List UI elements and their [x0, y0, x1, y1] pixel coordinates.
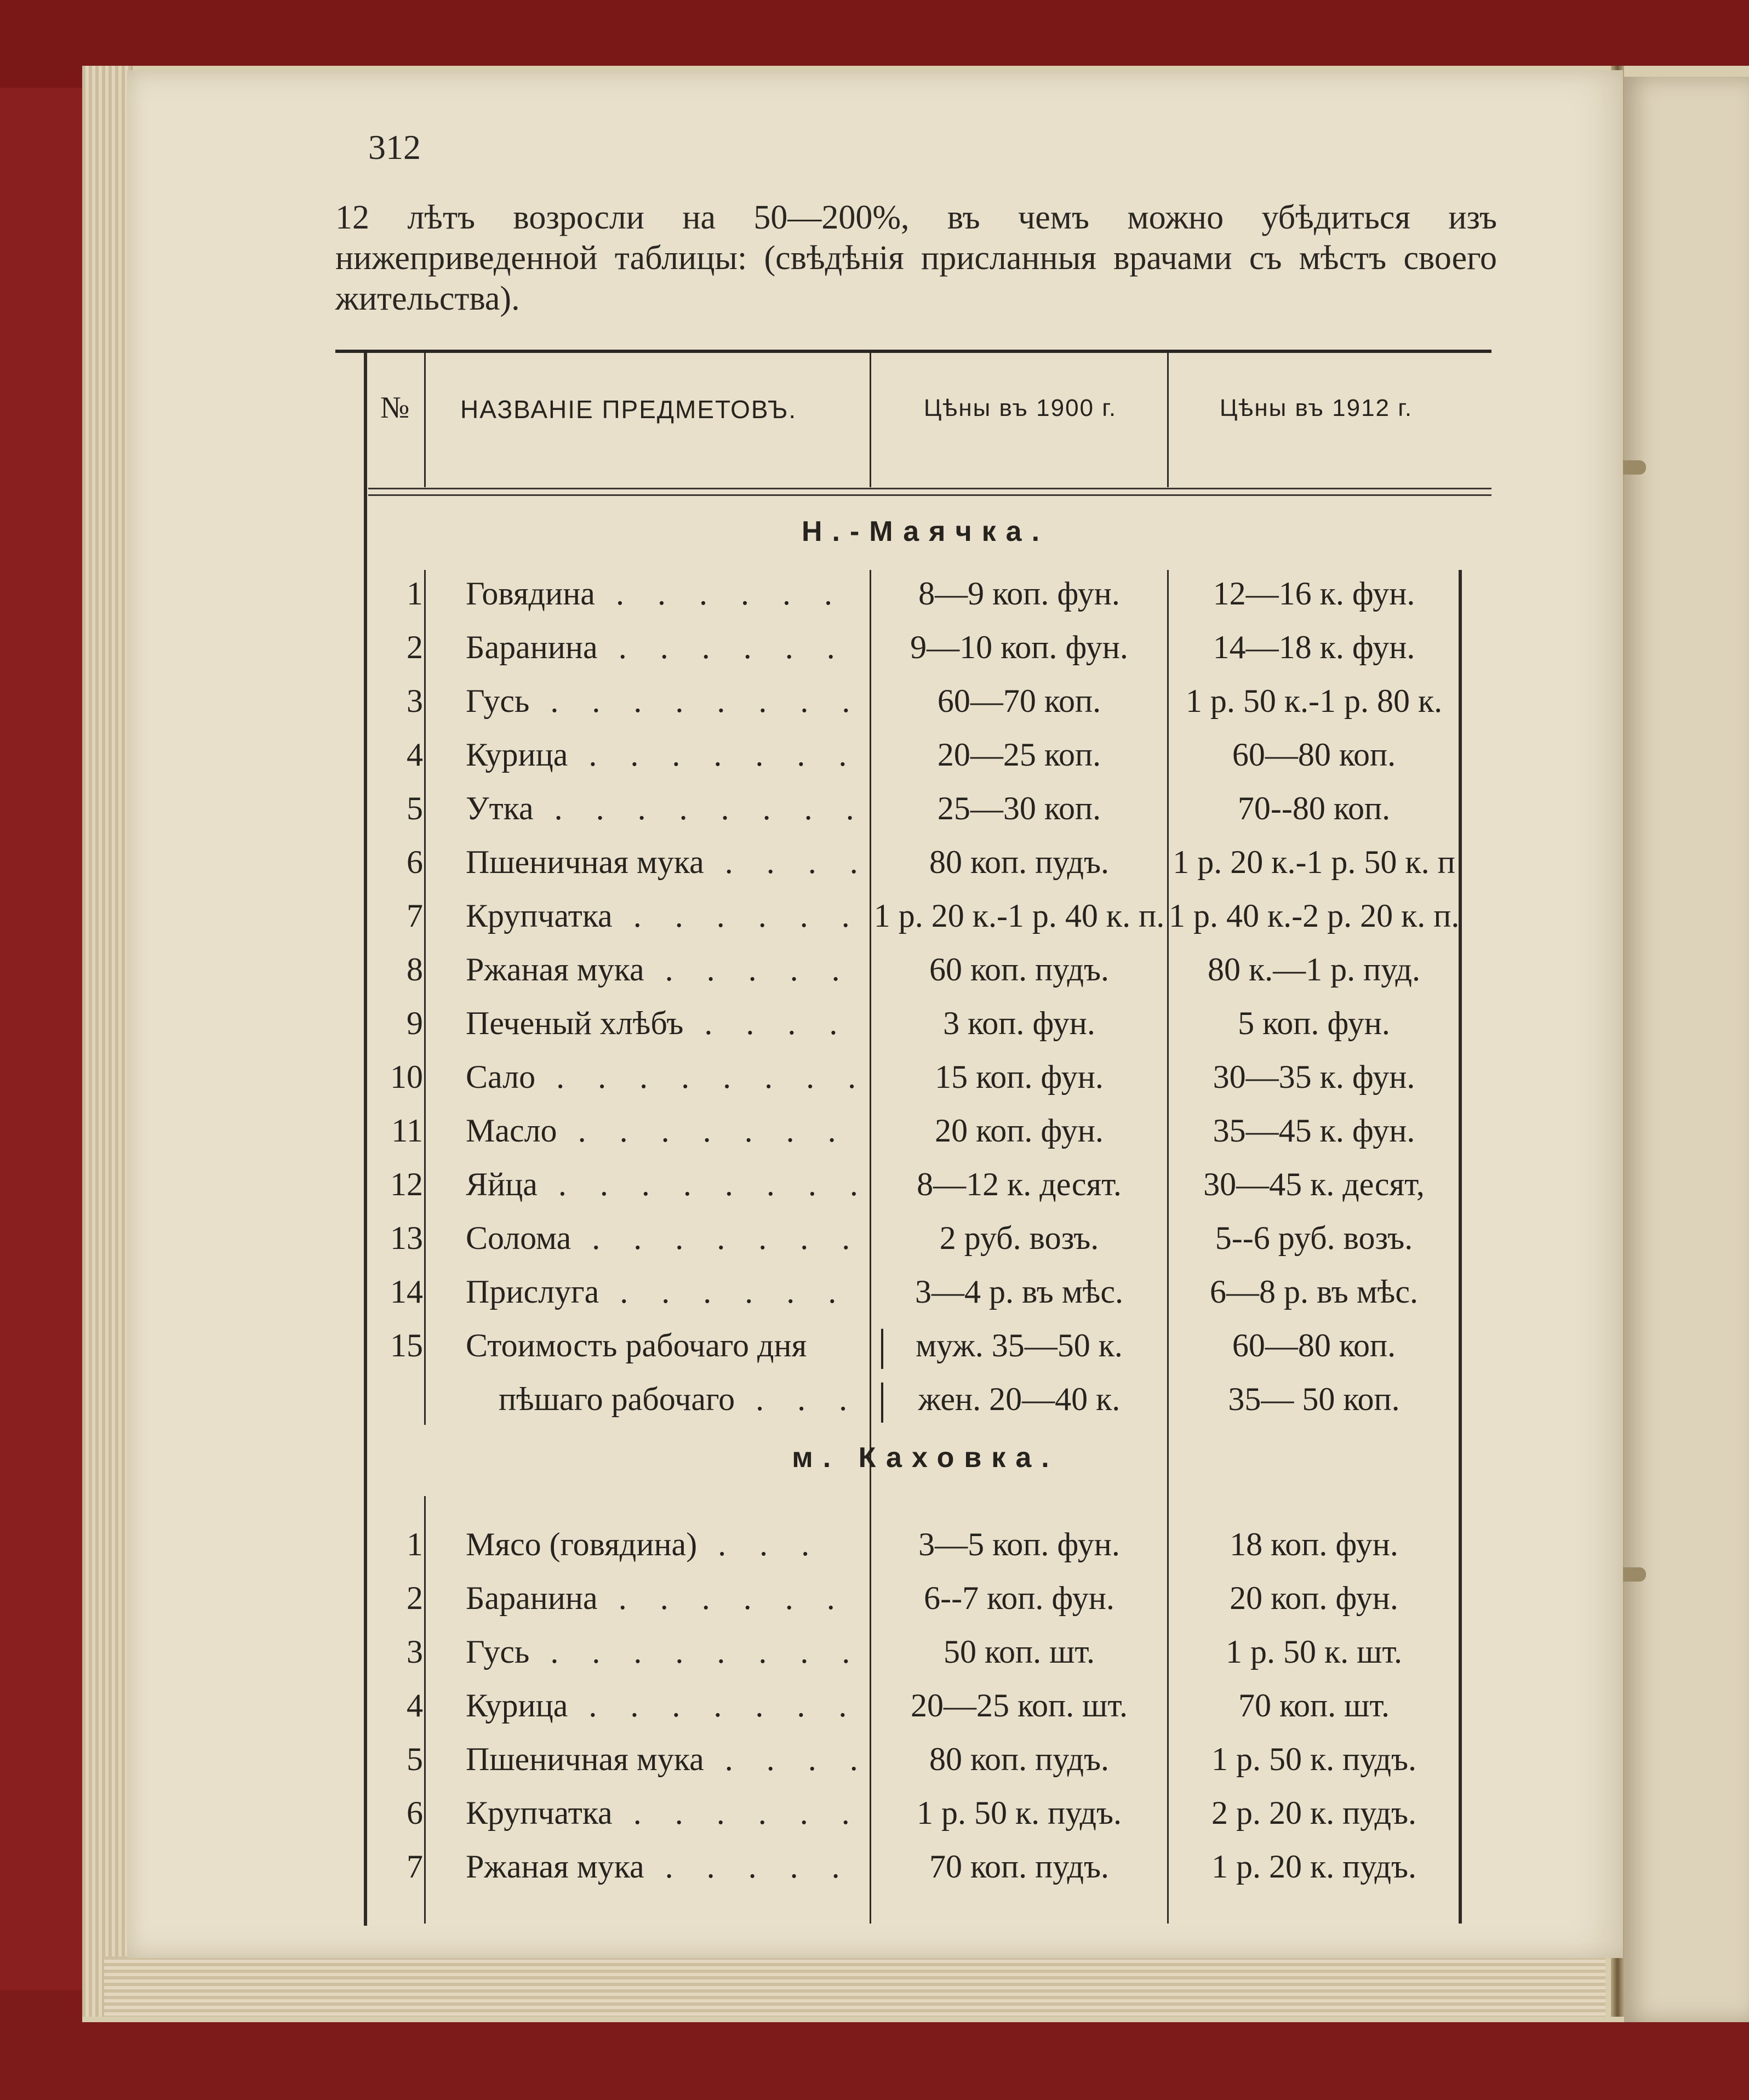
row-item-name [466, 1373, 899, 1425]
leader-dots: . . . . . . [599, 1274, 839, 1310]
item-name-text: Ржаная мука [466, 951, 644, 988]
table-row [335, 889, 1491, 942]
row-number: 12 [390, 1166, 423, 1202]
row-price-1912: 60—80 коп. [1232, 1327, 1396, 1363]
row-item-name [466, 1319, 866, 1372]
table-row [335, 1319, 1491, 1372]
item-name-text: Пшеничная мука [466, 844, 704, 880]
row-item-name [466, 889, 866, 942]
leader-dots: . . . . . . . . [529, 683, 853, 719]
row-price-1912: 30—35 к. фун. [1213, 1059, 1415, 1095]
table-row [335, 621, 1491, 674]
page-edges-bottom [104, 1956, 1605, 2017]
row-item-name [466, 997, 866, 1049]
row-price-1912: 1 р. 20 к. пудъ. [1211, 1848, 1417, 1885]
table-row [335, 1158, 1491, 1211]
row-item-name [466, 836, 866, 888]
row-number: 4 [407, 737, 423, 773]
row-price-1900: 80 коп. пудъ. [929, 1741, 1110, 1777]
leader-dots: . . . . . . . [568, 1687, 849, 1724]
row-number: 10 [390, 1059, 423, 1095]
table-row [335, 1625, 1491, 1678]
row-price-1912: 1 р. 20 к.-1 р. 50 к. п [1173, 844, 1455, 880]
table-row [335, 836, 1491, 888]
table-row [335, 997, 1491, 1049]
row-item-name [466, 1733, 866, 1785]
row-price-1900: 50 коп. шт. [943, 1634, 1095, 1670]
row-price-1912: 14—18 к. фун. [1213, 629, 1415, 665]
row-price-1912: 5 коп. фун. [1238, 1005, 1390, 1041]
table-row [335, 1051, 1491, 1103]
row-price-1912: 18 коп. фун. [1230, 1526, 1398, 1562]
row-price-1900: 60—70 коп. [937, 683, 1101, 719]
row-price-1912: 1 р. 50 к. шт. [1225, 1634, 1403, 1670]
item-name-text: Гусь [466, 1634, 530, 1670]
item-name-text: Прислуга [466, 1274, 599, 1310]
row-price-1900: 20—25 коп. шт. [910, 1687, 1128, 1724]
brace-mark: | [878, 1321, 887, 1369]
row-number: 5 [407, 1741, 423, 1777]
leader-dots: . . . . . . . [557, 1112, 838, 1149]
table-row [335, 1840, 1491, 1893]
row-number: 5 [407, 790, 423, 826]
row-price-1912: 20 коп. фун. [1230, 1580, 1398, 1616]
row-number: 6 [407, 844, 423, 880]
item-name-text: Яйца [466, 1166, 538, 1202]
table-row [335, 1373, 1491, 1425]
leader-dots: . . . . [704, 844, 860, 880]
header-price-1900: Цѣны въ 1900 г. [923, 395, 1117, 421]
row-number: 8 [407, 951, 423, 988]
row-price-1912: 5--6 руб. возъ. [1215, 1220, 1413, 1256]
row-number: 2 [407, 1580, 423, 1616]
item-name-text: Крупчатка [466, 1795, 613, 1831]
section-title-mayachka: Н.-Маячка. [801, 516, 1050, 547]
item-name-text: Мясо (говядина) [466, 1526, 698, 1562]
leader-dots: . . . . . [644, 951, 842, 988]
item-name-text: Стоимость рабочаго дня [466, 1327, 807, 1363]
row-price-1900: 8—9 коп. фун. [918, 575, 1120, 612]
row-number: 9 [407, 1005, 423, 1041]
leader-dots: . . . [735, 1381, 850, 1417]
leader-dots: . . . . . . . . [535, 1059, 859, 1095]
table-row [335, 567, 1491, 620]
page-number: 312 [368, 128, 421, 167]
leader-dots: . . . . . [644, 1848, 842, 1885]
header-rule [368, 494, 1491, 496]
row-price-1912: 30—45 к. десят, [1203, 1166, 1425, 1202]
row-item-name [466, 728, 866, 781]
row-item-name [466, 1158, 866, 1211]
table-row [335, 1787, 1491, 1839]
leader-dots: . . . . [683, 1005, 840, 1041]
row-number: 7 [407, 1848, 423, 1885]
row-price-1912: 6—8 р. въ мѣс. [1209, 1274, 1419, 1310]
row-item-name [466, 1104, 866, 1157]
table-row [335, 1104, 1491, 1157]
page-edges-left [82, 66, 133, 2017]
row-price-1912: 60—80 коп. [1232, 737, 1396, 773]
item-name-text: Солома [466, 1220, 571, 1256]
item-name-text: Масло [466, 1112, 557, 1149]
leader-dots: . . . . . . . [568, 737, 849, 773]
row-price-1900: 1 р. 50 к. пудъ. [916, 1795, 1122, 1831]
row-price-1900: 2 руб. возъ. [939, 1220, 1099, 1256]
row-price-1912: 80 к.—1 р. пуд. [1207, 951, 1420, 988]
row-number: 15 [390, 1327, 423, 1363]
table-row [335, 782, 1491, 835]
column-divider [870, 353, 871, 487]
table-row [335, 1572, 1491, 1624]
row-price-1900: 20 коп. фун. [935, 1112, 1104, 1149]
row-item-name [466, 675, 866, 727]
row-item-name [466, 1518, 866, 1571]
row-price-1912: 2 р. 20 к. пудъ. [1211, 1795, 1417, 1831]
row-price-1900: 1 р. 20 к.-1 р. 40 к. п. [873, 898, 1165, 934]
column-divider [424, 353, 426, 487]
row-price-1900: 60 коп. пудъ. [929, 951, 1110, 988]
item-name-text: Крупчатка [466, 898, 613, 934]
leader-dots: . . . . [704, 1741, 860, 1777]
row-number: 11 [391, 1112, 423, 1149]
row-item-name [466, 1625, 866, 1678]
leader-dots: . . . . . . . . [529, 1634, 853, 1670]
facing-page [1624, 77, 1749, 2022]
table-top-rule [335, 350, 1491, 353]
row-price-1900: 15 коп. фун. [935, 1059, 1104, 1095]
leader-dots: . . . . . . . . [533, 790, 856, 826]
intro-paragraph: 12 лѣтъ возросли на 50—200%, въ чемъ можно убѣдиться изъ нижеприведенной таблицы: (свѣдѣнія присланныя врачами съ мѣстъ своего жительства). [335, 199, 1497, 317]
leader-dots: . . . . . . [595, 575, 835, 612]
row-price-1900: 3 коп. фун. [943, 1005, 1095, 1041]
leader-dots: . . . [697, 1526, 812, 1562]
row-price-1912: 70--80 коп. [1237, 790, 1391, 826]
header-number: № [380, 391, 411, 425]
row-item-name [466, 1051, 866, 1103]
table-row [335, 675, 1491, 727]
row-item-name [466, 1840, 866, 1893]
row-price-1912: 70 коп. шт. [1238, 1687, 1390, 1724]
row-price-1912: 35—45 к. фун. [1213, 1112, 1415, 1149]
row-price-1900: 9—10 коп. фун. [910, 629, 1128, 665]
row-number: 1 [407, 575, 423, 612]
row-number: 13 [390, 1220, 423, 1256]
table-row [335, 943, 1491, 996]
row-price-1912: 1 р. 50 к. пудъ. [1211, 1741, 1417, 1777]
row-price-1900: жен. 20—40 к. [918, 1381, 1121, 1417]
item-name-text: Говядина [466, 575, 595, 612]
leader-dots: . . . . . . [612, 898, 852, 934]
leader-dots: . . . . . . [612, 1795, 852, 1831]
row-item-name [466, 621, 866, 674]
table-row [335, 1265, 1491, 1318]
table-row [335, 728, 1491, 781]
row-number: 4 [407, 1687, 423, 1724]
brace-mark: | [878, 1375, 887, 1423]
row-price-1900: 80 коп. пудъ. [929, 844, 1110, 880]
item-name-text: Ржаная мука [466, 1848, 644, 1885]
row-price-1912: 1 р. 50 к.-1 р. 80 к. [1185, 683, 1443, 719]
item-name-text: Баранина [466, 1580, 598, 1616]
row-number: 14 [390, 1274, 423, 1310]
row-price-1900: 8—12 к. десят. [917, 1166, 1122, 1202]
row-price-1900: 20—25 коп. [937, 737, 1101, 773]
row-item-name [466, 1572, 866, 1624]
row-number: 7 [407, 898, 423, 934]
row-number: 2 [407, 629, 423, 665]
leader-dots: . . . . . . [597, 1580, 837, 1616]
header-rule [368, 488, 1491, 489]
row-number: 3 [407, 1634, 423, 1670]
row-price-1900: 70 коп. пудъ. [929, 1848, 1110, 1885]
price-table [335, 340, 1491, 1929]
row-number: 6 [407, 1795, 423, 1831]
row-price-1900: 3—5 коп. фун. [918, 1526, 1120, 1562]
row-item-name [466, 943, 866, 996]
leader-dots: . . . . . . [597, 629, 837, 665]
row-item-name [466, 1787, 866, 1839]
table-row [335, 1733, 1491, 1785]
row-item-name [466, 1265, 866, 1318]
column-divider [1167, 353, 1169, 487]
item-name-text: Утка [466, 790, 534, 826]
item-name-text: пѣшаго рабочаго [499, 1381, 735, 1417]
row-price-1912: 12—16 к. фун. [1213, 575, 1415, 612]
item-name-text: Сало [466, 1059, 536, 1095]
section-title-kakhovka: м. Каховка. [792, 1442, 1059, 1474]
table-row [335, 1212, 1491, 1264]
row-item-name [466, 567, 866, 620]
row-item-name [466, 782, 866, 835]
table-row [335, 1679, 1491, 1732]
row-price-1900: 25—30 коп. [937, 790, 1101, 826]
leader-dots: . . . . . . . [571, 1220, 853, 1256]
header-item-name: НАЗВАНІЕ ПРЕДМЕТОВЪ. [460, 395, 797, 424]
row-number: 1 [407, 1526, 423, 1562]
table-row [335, 1518, 1491, 1571]
item-name-text: Курица [466, 737, 568, 773]
row-price-1900: 3—4 р. въ мѣс. [914, 1274, 1124, 1310]
item-name-text: Баранина [466, 629, 598, 665]
leader-dots: . . . . . . . . [537, 1166, 860, 1202]
row-price-1900: муж. 35—50 к. [916, 1327, 1123, 1363]
row-number: 3 [407, 683, 423, 719]
item-name-text: Курица [466, 1687, 568, 1724]
header-price-1912: Цѣны въ 1912 г. [1219, 395, 1413, 421]
row-price-1900: 6--7 коп. фун. [924, 1580, 1114, 1616]
row-item-name [466, 1212, 866, 1264]
item-name-text: Печеный хлѣбъ [466, 1005, 684, 1041]
item-name-text: Гусь [466, 683, 530, 719]
row-price-1912: 35— 50 коп. [1228, 1381, 1400, 1417]
item-name-text: Пшеничная мука [466, 1741, 704, 1777]
row-item-name [466, 1679, 866, 1732]
row-price-1912: 1 р. 40 к.-2 р. 20 к. п. [1169, 898, 1460, 934]
